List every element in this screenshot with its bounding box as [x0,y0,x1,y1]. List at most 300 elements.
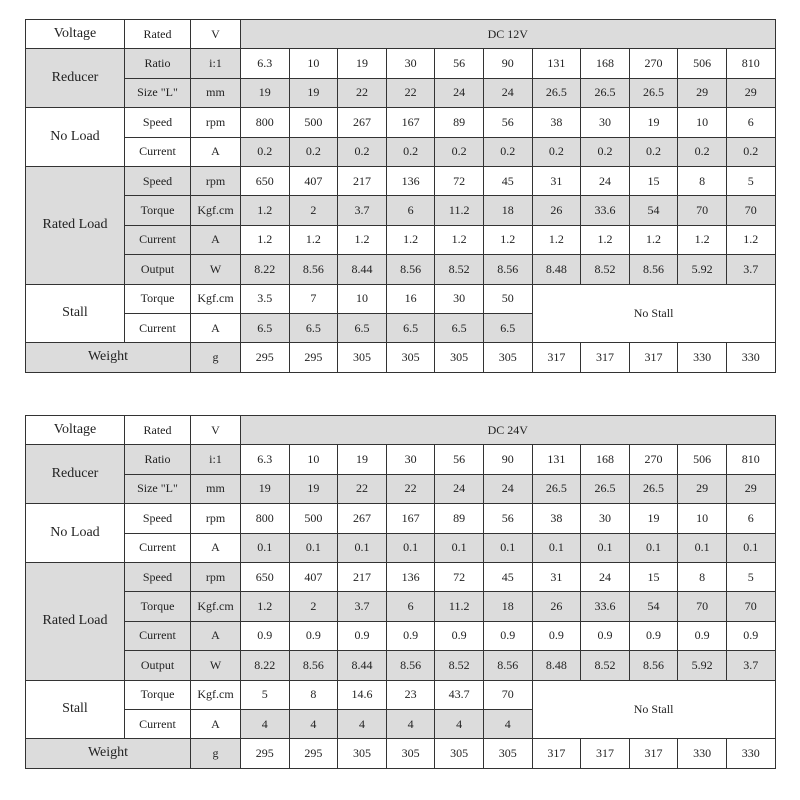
value-cell: 8 [678,562,727,591]
value-cell: 0.9 [289,621,338,650]
value-cell: 90 [483,445,532,474]
table-row [26,504,776,533]
unit-label: rpm [191,166,241,195]
value-cell: 305 [386,343,435,372]
value-cell: 0.9 [241,621,290,650]
value-cell: 0.9 [678,621,727,650]
value-cell: 10 [289,49,338,78]
value-cell: 305 [386,739,435,768]
no-stall-note: No Stall [532,680,775,739]
no-stall-note: No Stall [532,284,775,343]
voltage-label: Voltage [26,416,125,445]
voltage-label: Voltage [26,20,125,49]
value-cell: 0.9 [386,621,435,650]
parameter-label: Current [125,621,191,650]
unit-label: rpm [191,108,241,137]
value-cell: 330 [678,739,727,768]
value-cell: 270 [629,445,678,474]
value-cell: 70 [726,592,775,621]
value-cell: 56 [435,49,484,78]
value-cell: 330 [726,739,775,768]
value-cell: 305 [435,343,484,372]
value-cell: 0.1 [289,533,338,562]
parameter-label: Current [125,225,191,254]
unit-label: i:1 [191,445,241,474]
value-cell: 30 [435,284,484,313]
value-cell: 15 [629,562,678,591]
value-cell: 70 [678,196,727,225]
dc24v-spec-table [25,415,776,769]
parameter-label: Torque [125,592,191,621]
value-cell: 1.2 [581,225,630,254]
table-row [26,166,776,195]
group-label: No Load [26,108,125,167]
value-cell: 11.2 [435,196,484,225]
parameter-label: Size "L" [125,474,191,503]
parameter-label: Speed [125,504,191,533]
value-cell: 19 [338,49,387,78]
table-row [26,137,776,166]
value-cell: 23 [386,680,435,709]
parameter-label: Size "L" [125,78,191,107]
value-cell: 4 [289,709,338,738]
value-cell: 45 [483,562,532,591]
rated-label: Rated [125,416,191,445]
parameter-label: Speed [125,108,191,137]
value-cell: 3.7 [338,592,387,621]
value-cell: 90 [483,49,532,78]
value-cell: 305 [483,739,532,768]
value-cell: 0.2 [338,137,387,166]
value-cell: 1.2 [241,196,290,225]
unit-label: A [191,313,241,342]
value-cell: 6.5 [386,313,435,342]
value-cell: 0.9 [581,621,630,650]
value-cell: 26 [532,592,581,621]
parameter-label: Current [125,533,191,562]
value-cell: 19 [241,474,290,503]
value-cell: 217 [338,166,387,195]
value-cell: 8.52 [581,255,630,284]
value-cell: 8.52 [581,651,630,680]
value-cell: 10 [678,504,727,533]
value-cell: 19 [629,108,678,137]
table-row [26,255,776,284]
value-cell: 305 [435,739,484,768]
value-cell: 70 [483,680,532,709]
value-cell: 267 [338,108,387,137]
value-cell: 30 [581,108,630,137]
value-cell: 1.2 [241,225,290,254]
voltage-unit: V [191,416,241,445]
unit-label: W [191,255,241,284]
value-cell: 330 [678,343,727,372]
weight-unit: g [191,343,241,372]
value-cell: 24 [483,78,532,107]
value-cell: 18 [483,592,532,621]
value-cell: 4 [338,709,387,738]
value-cell: 810 [726,49,775,78]
value-cell: 15 [629,166,678,195]
value-cell: 317 [629,739,678,768]
value-cell: 317 [532,739,581,768]
value-cell: 0.1 [532,533,581,562]
value-cell: 24 [435,78,484,107]
unit-label: Kgf.cm [191,284,241,313]
value-cell: 0.2 [726,137,775,166]
group-label: Reducer [26,49,125,108]
value-cell: 22 [338,474,387,503]
value-cell: 0.2 [581,137,630,166]
parameter-label: Ratio [125,49,191,78]
weight-row [26,343,776,372]
value-cell: 317 [532,343,581,372]
value-cell: 810 [726,445,775,474]
value-cell: 0.2 [386,137,435,166]
unit-label: W [191,651,241,680]
group-label: Reducer [26,445,125,504]
value-cell: 407 [289,562,338,591]
value-cell: 6.3 [241,445,290,474]
weight-label: Weight [26,739,191,768]
value-cell: 43.7 [435,680,484,709]
value-cell: 0.1 [581,533,630,562]
value-cell: 1.2 [435,225,484,254]
value-cell: 1.2 [726,225,775,254]
unit-label: A [191,709,241,738]
value-cell: 5.92 [678,651,727,680]
value-cell: 2 [289,592,338,621]
value-cell: 800 [241,108,290,137]
value-cell: 4 [483,709,532,738]
table-row [26,533,776,562]
unit-label: A [191,621,241,650]
unit-label: A [191,137,241,166]
value-cell: 10 [678,108,727,137]
value-cell: 56 [435,445,484,474]
parameter-label: Output [125,255,191,284]
value-cell: 5.92 [678,255,727,284]
value-cell: 10 [289,445,338,474]
value-cell: 4 [386,709,435,738]
value-cell: 136 [386,166,435,195]
value-cell: 8.56 [289,651,338,680]
parameter-label: Torque [125,196,191,225]
value-cell: 500 [289,504,338,533]
value-cell: 168 [581,49,630,78]
parameter-label: Current [125,137,191,166]
value-cell: 8.56 [629,255,678,284]
value-cell: 54 [629,196,678,225]
value-cell: 317 [581,343,630,372]
value-cell: 650 [241,562,290,591]
weight-unit: g [191,739,241,768]
value-cell: 0.1 [629,533,678,562]
value-cell: 6 [726,108,775,137]
value-cell: 0.1 [435,533,484,562]
value-cell: 29 [726,78,775,107]
value-cell: 8.56 [483,255,532,284]
value-cell: 8.56 [629,651,678,680]
value-cell: 8 [678,166,727,195]
value-cell: 6.5 [483,313,532,342]
value-cell: 0.2 [532,137,581,166]
value-cell: 0.1 [338,533,387,562]
value-cell: 305 [338,739,387,768]
value-cell: 26 [532,196,581,225]
value-cell: 6 [726,504,775,533]
value-cell: 38 [532,108,581,137]
value-cell: 168 [581,445,630,474]
value-cell: 0.2 [629,137,678,166]
group-label: Rated Load [26,562,125,680]
dc12v-spec-table [25,19,776,373]
value-cell: 0.1 [726,533,775,562]
unit-label: Kgf.cm [191,592,241,621]
value-cell: 8.22 [241,255,290,284]
value-cell: 6.5 [338,313,387,342]
value-cell: 70 [726,196,775,225]
value-cell: 650 [241,166,290,195]
value-cell: 8.48 [532,651,581,680]
value-cell: 22 [386,474,435,503]
value-cell: 295 [241,739,290,768]
value-cell: 8.56 [483,651,532,680]
value-cell: 19 [241,78,290,107]
value-cell: 506 [678,445,727,474]
value-cell: 167 [386,108,435,137]
value-cell: 131 [532,49,581,78]
value-cell: 330 [726,343,775,372]
header-row [26,416,776,445]
parameter-label: Torque [125,284,191,313]
table-row [26,474,776,503]
parameter-label: Speed [125,562,191,591]
value-cell: 19 [338,445,387,474]
value-cell: 317 [629,343,678,372]
table-row [26,651,776,680]
value-cell: 56 [483,108,532,137]
value-cell: 30 [386,49,435,78]
value-cell: 295 [289,739,338,768]
value-cell: 8.48 [532,255,581,284]
table-row [26,108,776,137]
value-cell: 22 [386,78,435,107]
value-cell: 1.2 [338,225,387,254]
value-cell: 3.7 [726,651,775,680]
value-cell: 26.5 [581,474,630,503]
parameter-label: Current [125,313,191,342]
value-cell: 29 [678,474,727,503]
value-cell: 8.56 [386,651,435,680]
table-row [26,445,776,474]
value-cell: 0.9 [726,621,775,650]
value-cell: 0.9 [532,621,581,650]
value-cell: 0.1 [241,533,290,562]
value-cell: 8.52 [435,651,484,680]
table-row [26,562,776,591]
value-cell: 295 [241,343,290,372]
value-cell: 295 [289,343,338,372]
value-cell: 6.5 [241,313,290,342]
value-cell: 72 [435,562,484,591]
unit-label: Kgf.cm [191,680,241,709]
value-cell: 0.9 [629,621,678,650]
value-cell: 24 [581,562,630,591]
value-cell: 8.56 [386,255,435,284]
value-cell: 0.1 [483,533,532,562]
value-cell: 0.9 [483,621,532,650]
value-cell: 26.5 [629,474,678,503]
value-cell: 305 [338,343,387,372]
value-cell: 54 [629,592,678,621]
value-cell: 4 [241,709,290,738]
value-cell: 8.44 [338,255,387,284]
unit-label: rpm [191,562,241,591]
value-cell: 317 [581,739,630,768]
value-cell: 19 [289,78,338,107]
value-cell: 33.6 [581,592,630,621]
value-cell: 6.3 [241,49,290,78]
parameter-label: Torque [125,680,191,709]
parameter-label: Output [125,651,191,680]
table-row [26,680,776,709]
value-cell: 3.5 [241,284,290,313]
parameter-label: Speed [125,166,191,195]
table-row [26,78,776,107]
table-row [26,49,776,78]
value-cell: 0.2 [289,137,338,166]
value-cell: 89 [435,504,484,533]
value-cell: 8.22 [241,651,290,680]
supply-voltage: DC 12V [241,20,776,49]
value-cell: 19 [289,474,338,503]
value-cell: 8.56 [289,255,338,284]
table-row [26,284,776,313]
value-cell: 167 [386,504,435,533]
value-cell: 29 [726,474,775,503]
value-cell: 1.2 [532,225,581,254]
value-cell: 0.2 [435,137,484,166]
value-cell: 0.1 [386,533,435,562]
unit-label: Kgf.cm [191,196,241,225]
parameter-label: Ratio [125,445,191,474]
value-cell: 72 [435,166,484,195]
value-cell: 0.1 [678,533,727,562]
value-cell: 0.2 [241,137,290,166]
voltage-unit: V [191,20,241,49]
value-cell: 31 [532,562,581,591]
value-cell: 500 [289,108,338,137]
value-cell: 26.5 [532,474,581,503]
value-cell: 24 [483,474,532,503]
supply-voltage: DC 24V [241,416,776,445]
value-cell: 24 [581,166,630,195]
table-row [26,592,776,621]
value-cell: 26.5 [532,78,581,107]
value-cell: 14.6 [338,680,387,709]
value-cell: 305 [483,343,532,372]
value-cell: 267 [338,504,387,533]
value-cell: 270 [629,49,678,78]
value-cell: 16 [386,284,435,313]
value-cell: 4 [435,709,484,738]
value-cell: 217 [338,562,387,591]
unit-label: rpm [191,504,241,533]
header-row [26,20,776,49]
value-cell: 8.44 [338,651,387,680]
value-cell: 26.5 [629,78,678,107]
value-cell: 1.2 [386,225,435,254]
unit-label: i:1 [191,49,241,78]
group-label: Stall [26,680,125,739]
value-cell: 26.5 [581,78,630,107]
value-cell: 30 [581,504,630,533]
value-cell: 5 [726,166,775,195]
weight-row [26,739,776,768]
table-row [26,225,776,254]
value-cell: 7 [289,284,338,313]
value-cell: 506 [678,49,727,78]
value-cell: 22 [338,78,387,107]
value-cell: 10 [338,284,387,313]
value-cell: 1.2 [629,225,678,254]
value-cell: 45 [483,166,532,195]
value-cell: 407 [289,166,338,195]
table-row [26,196,776,225]
value-cell: 0.2 [678,137,727,166]
value-cell: 800 [241,504,290,533]
value-cell: 1.2 [241,592,290,621]
parameter-label: Current [125,709,191,738]
unit-label: A [191,533,241,562]
unit-label: A [191,225,241,254]
value-cell: 30 [386,445,435,474]
value-cell: 19 [629,504,678,533]
group-label: Stall [26,284,125,343]
unit-label: mm [191,78,241,107]
value-cell: 38 [532,504,581,533]
value-cell: 70 [678,592,727,621]
value-cell: 50 [483,284,532,313]
value-cell: 3.7 [726,255,775,284]
value-cell: 89 [435,108,484,137]
value-cell: 6.5 [289,313,338,342]
value-cell: 8 [289,680,338,709]
value-cell: 29 [678,78,727,107]
rated-label: Rated [125,20,191,49]
table-row [26,621,776,650]
value-cell: 0.9 [435,621,484,650]
value-cell: 3.7 [338,196,387,225]
unit-label: mm [191,474,241,503]
value-cell: 6 [386,196,435,225]
value-cell: 1.2 [678,225,727,254]
group-label: No Load [26,504,125,563]
value-cell: 6.5 [435,313,484,342]
value-cell: 1.2 [483,225,532,254]
group-label: Rated Load [26,166,125,284]
value-cell: 18 [483,196,532,225]
value-cell: 8.52 [435,255,484,284]
value-cell: 56 [483,504,532,533]
value-cell: 31 [532,166,581,195]
value-cell: 0.9 [338,621,387,650]
value-cell: 33.6 [581,196,630,225]
value-cell: 5 [241,680,290,709]
value-cell: 24 [435,474,484,503]
value-cell: 5 [726,562,775,591]
